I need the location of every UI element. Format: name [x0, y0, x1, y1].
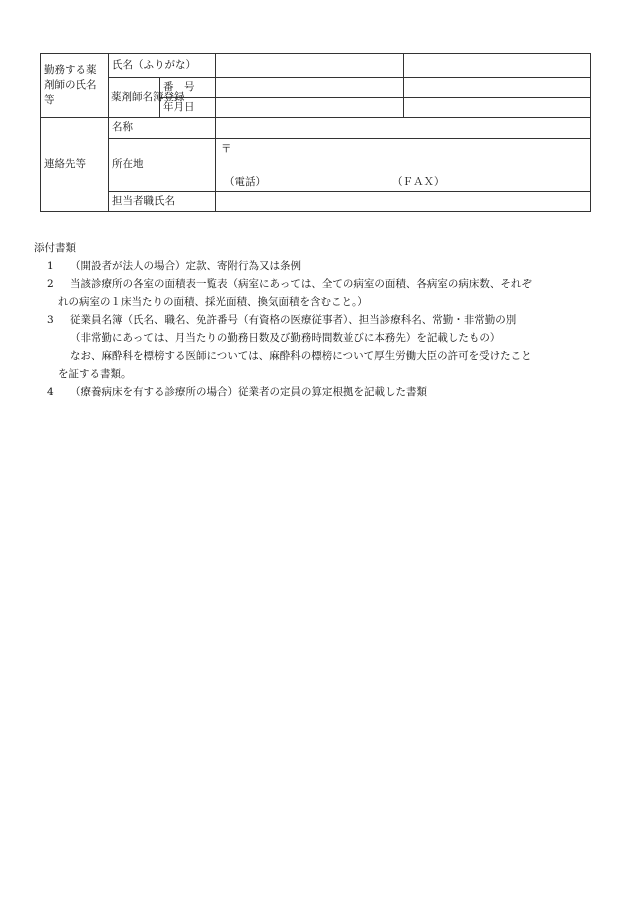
person-cell[interactable] — [216, 192, 591, 212]
attachment-number: 3 — [47, 314, 54, 326]
attachment-text-cont: （非常勤にあっては、月当たりの勤務日数及び勤務時間数並びに本務先）を記載したもの） — [70, 332, 501, 344]
registry-number-label: 番 号 — [160, 78, 216, 98]
attachment-number: 4 — [47, 386, 54, 398]
address-label: 所在地 — [109, 139, 216, 192]
name-kana-cell-2[interactable] — [404, 54, 591, 78]
attachments-heading: 添付書類 — [34, 242, 76, 254]
attachment-note-cont: を証する書類。 — [58, 368, 132, 380]
attachment-item-4 — [34, 383, 599, 401]
fax-label: （ＦＡＸ） — [392, 176, 445, 188]
attachment-text: 当該診療所の各室の面積表一覧表（病室にあっては、全ての病室の面積、各病室の病床数、それぞ — [70, 278, 532, 290]
registry-label: 薬剤師名簿登録 — [109, 78, 160, 118]
attachment-text: （療養病床を有する診療所の場合）従業者の定員の算定根拠を記載した書類 — [70, 386, 427, 398]
attachment-note: なお、麻酔科を標榜する医師については、麻酔科の標榜について厚生労働大臣の許可を受けたこと — [70, 350, 532, 362]
attachment-text-cont: れの病室の１床当たりの面積、採光面積、換気面積を含むこと。） — [58, 296, 368, 308]
zip-mark: 〒 — [221, 143, 232, 155]
attachment-number: 1 — [47, 260, 54, 272]
registry-date-label: 年月日 — [160, 98, 216, 118]
attachment-text: 従業員名簿（氏名、職名、免許番号（有資格の医療従事者）、担当診療科名、常勤・非常勤の別 — [70, 314, 517, 326]
contact-name-cell[interactable] — [216, 118, 591, 139]
attachments-section — [34, 239, 599, 401]
person-label: 担当者職氏名 — [109, 192, 216, 212]
name-kana-label: 氏名（ふりがな） — [109, 54, 216, 78]
contact-label: 連絡先等 — [41, 118, 109, 212]
phone-label: （電話） — [224, 176, 266, 188]
registry-date-cell[interactable] — [216, 98, 404, 118]
registry-date-cell-2[interactable] — [404, 98, 591, 118]
pharmacist-label: 勤務する薬剤師の氏名等 — [41, 54, 109, 118]
attachment-text: （開設者が法人の場合）定款、寄附行為又は条例 — [70, 260, 301, 272]
address-cell[interactable] — [216, 139, 591, 192]
name-kana-cell[interactable] — [216, 54, 404, 78]
pharmacist-contact-table — [40, 53, 591, 212]
attachment-number: 2 — [47, 278, 54, 290]
attachment-item-1 — [34, 257, 599, 275]
contact-name-label: 名称 — [109, 118, 216, 139]
registry-number-cell-2[interactable] — [404, 78, 591, 98]
attachment-item-2 — [34, 275, 599, 311]
registry-number-cell[interactable] — [216, 78, 404, 98]
attachment-item-3 — [34, 311, 599, 383]
